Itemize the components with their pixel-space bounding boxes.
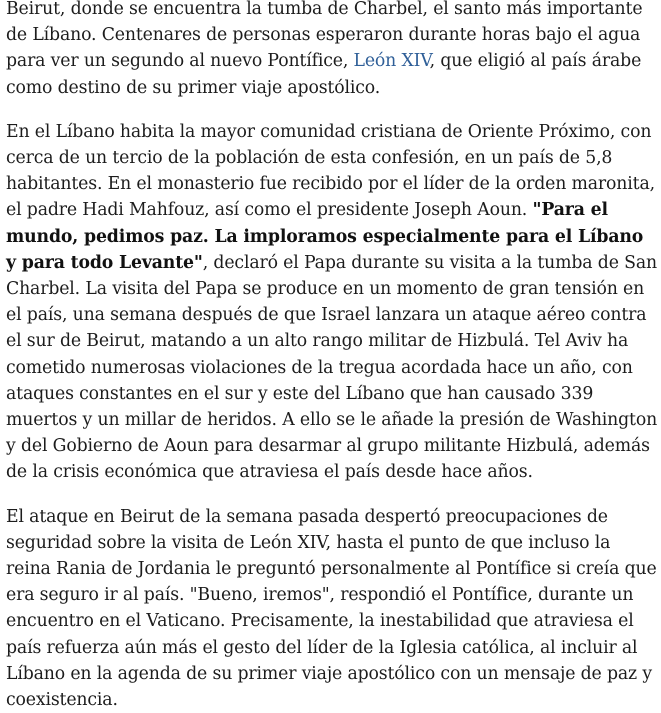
paragraph-1-text-start: Beirut, donde se encuentra la tumba de Charbel, el santo más importante de Líbano. Centenares de personas esperaron durante horas bajo el agua para ver un segundo al nuevo Pontífice, xyxy=(6,0,643,72)
paragraph-2-text-end: , declaró el Papa durante su visita a la tumba de San Charbel. La visita del Papa se produce en un momento de gran tensión en el país, una semana después de que Israel lanzara un ataque aéreo contra el sur de Beirut, matando a un alto rango militar de Hizbulá. Tel Aviv ha cometido numerosas violaciones de la tregua acordada hace un año, con ataques constantes en el sur y este del Líbano que han causado 339 muertos y un millar de heridos. A ello se le añade la presión de Washington y del Gobierno de Aoun para desarmar al grupo militante Hizbulá, además de la crisis económica que atraviesa el país desde hace años. xyxy=(6,252,658,483)
paragraph-3-text: El ataque en Beirut de la semana pasada despertó preocupaciones de seguridad sobre la visita de León XIV, hasta el punto de que incluso la reina Rania de Jordania le preguntó personalmente al Pontífice si creía que era seguro ir al país. "Bueno, iremos", respondió el Pontífice, durante un encuentro en el Vaticano. Precisamente, la inestabilidad que atraviesa el país refuerza aún más el gesto del líder de la Iglesia católica, al incluir al Líbano en la agenda de su primer viaje apostólico con un mensaje de paz y coexistencia. xyxy=(6,506,657,711)
paragraph-1-text-end: , que eligió al país árabe como destino de su primer viaje apostólico. xyxy=(6,51,642,98)
paragraph-2-text-start: En el Líbano habita la mayor comunidad cristiana de Oriente Próximo, con cerca de un tercio de la población de esta confesión, en un país de 5,8 habitantes. En el monasterio fue recibido por el líder de la orden maronita, el padre Hadi Mahfouz, así como el presidente Joseph Aoun. xyxy=(6,121,655,221)
article-paragraph-2 xyxy=(6,119,658,486)
leon-xiv-link[interactable]: León XIV xyxy=(353,51,430,72)
pope-quote: "Para el mundo, pedimos paz. La imploramos especialmente para el Líbano y para todo Levante" xyxy=(6,200,644,273)
article-paragraph-3 xyxy=(6,504,658,713)
article-paragraph-1 xyxy=(6,0,658,101)
